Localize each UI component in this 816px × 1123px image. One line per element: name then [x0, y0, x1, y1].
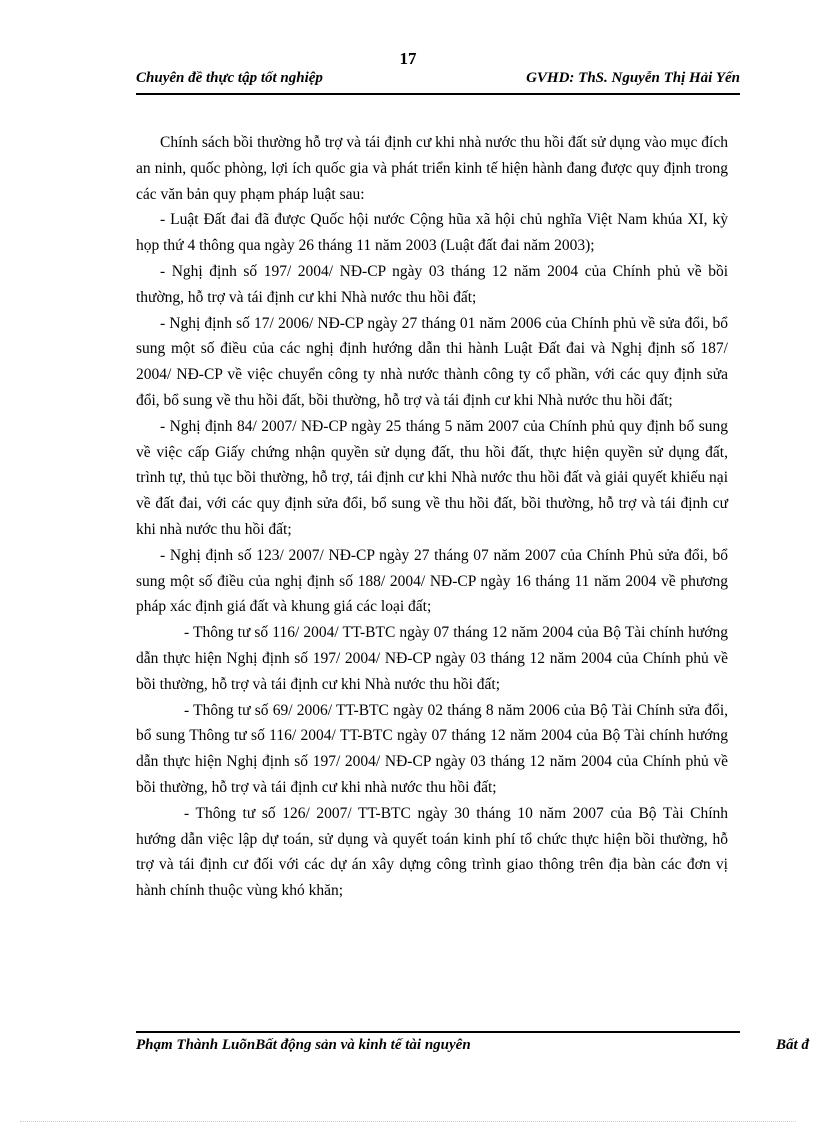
page-header	[136, 70, 740, 92]
footer-divider	[136, 1031, 740, 1033]
list-item-decree-84: - Nghị định 84/ 2007/ NĐ-CP ngày 25 tháng 5 năm 2007 của Chính phủ quy định bổ sung về việc cấp Giấy chứng nhận quyền sử dụng đất, thu hồi đất, thực hiện quyền sử dụng đất, trình tự, thủ tục bồi thường, hỗ trợ, tái định cư khi Nhà nước thu hồi đất và giải quyết khiếu nại về đất đai, với các quy định sửa đổi, bổ sung về thu hồi đất, bồi thường, hỗ trợ và tái định cư khi nhà nước thu hồi đất;	[136, 417, 728, 538]
list-item-decree-17: - Nghị định số 17/ 2006/ NĐ-CP ngày 27 tháng 01 năm 2006 của Chính phủ về sửa đổi, bổ sung một số điều của các nghị định hướng dẫn thi hành Luật Đất đai và Nghị định số 187/ 2004/ NĐ-CP về việc chuyển công ty nhà nước thành công ty cổ phần, với các quy định sửa đổi, bổ sung về thu hồi đất, bồi thường, hỗ trợ và tái định cư khi Nhà nước thu hồi đất;	[136, 314, 728, 409]
header-divider	[136, 93, 740, 95]
document-body	[136, 130, 728, 904]
footer-author: Phạm Thành LuõnBất động sản và kinh tế tài nguyên	[136, 1037, 471, 1053]
page-footer	[136, 1037, 816, 1059]
list-item-circular-116: - Thông tư số 116/ 2004/ TT-BTC ngày 07 tháng 12 năm 2004 của Bộ Tài chính hướng dẫn thực hiện Nghị định số 197/ 2004/ NĐ-CP ngày 03 tháng 12 năm 2004 của Chính phủ về bồi thường, hỗ trợ và tái định cư khi Nhà nước thu hồi đất;	[136, 624, 728, 693]
list-item-decree-123: - Nghị định số 123/ 2007/ NĐ-CP ngày 27 tháng 07 năm 2007 của Chính Phủ sửa đổi, bổ sung một số điều của nghị định số 188/ 2004/ NĐ-CP ngày 16 tháng 11 năm 2004 về phương pháp xác định giá đất và khung giá các loại đất;	[136, 546, 728, 616]
intro-paragraph: Chính sách bồi thường hỗ trợ và tái định cư khi nhà nước thu hồi đất sử dụng vào mục đích an ninh, quốc phòng, lợi ích quốc gia và phát triển kinh tế hiện hành đang được quy định trong các văn bản quy phạm pháp luật sau:	[136, 134, 728, 203]
list-item-circular-126: - Thông tư số 126/ 2007/ TT-BTC ngày 30 tháng 10 năm 2007 của Bộ Tài Chính hướng dẫn việc lập dự toán, sử dụng và quyết toán kinh phí tổ chức thực hiện bồi thường, hỗ trợ và tái định cư đối với các dự án xây dựng công trình giao thông trên địa bàn các đơn vị hành chính thuộc vùng khó khăn;	[136, 804, 728, 900]
footer-right-text: Bất đ	[776, 1037, 809, 1053]
list-item-circular-69: - Thông tư số 69/ 2006/ TT-BTC ngày 02 tháng 8 năm 2006 của Bộ Tài Chính sửa đổi, bổ sung Thông tư số 116/ 2004/ TT-BTC ngày 07 tháng 12 năm 2004 của Bộ Tài chính hướng dẫn thực hiện Nghị định số 197/ 2004/ NĐ-CP ngày 03 tháng 12 năm 2004 của Chính phủ về bồi thường, hỗ trợ và tái định cư khi nhà nước thu hồi đất;	[136, 701, 728, 796]
header-advisor: GVHD: ThS. Nguyễn Thị Hải Yến	[526, 70, 740, 86]
page-bottom-edge	[20, 1121, 796, 1122]
list-item-decree-197: - Nghị định số 197/ 2004/ NĐ-CP ngày 03 tháng 12 năm 2004 của Chính phủ về bồi thường, hỗ trợ và tái định cư khi Nhà nước thu hồi đất;	[136, 262, 728, 306]
header-title: Chuyên đề thực tập tốt nghiệp	[136, 70, 323, 86]
page-number: 17	[399, 49, 417, 68]
list-item-land-law: - Luật Đất đai đã được Quốc hội nước Cộng hũa xã hội chủ nghĩa Việt Nam khúa XI, kỳ họp thứ 4 thông qua ngày 26 tháng 11 năm 2003 (Luật đất đai năm 2003);	[136, 211, 728, 255]
